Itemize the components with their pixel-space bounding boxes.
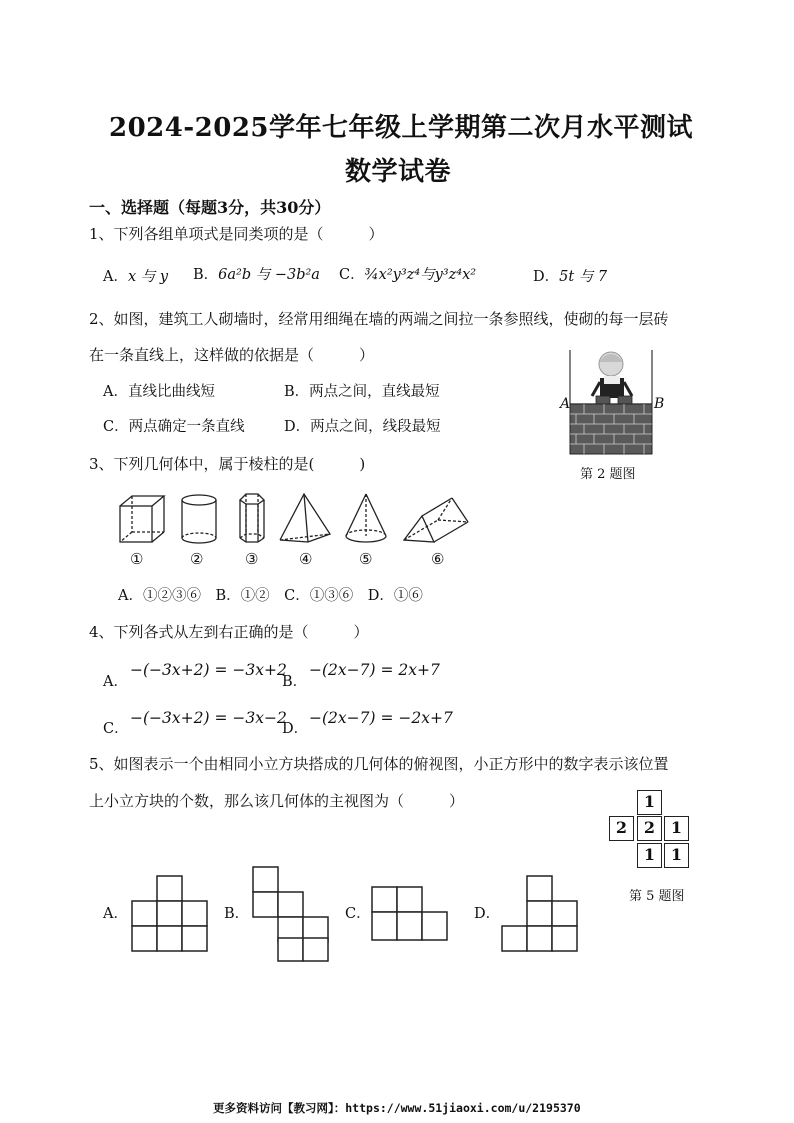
q4-option-b: −(2x−7) = 2x+7 [309,661,440,679]
grid-cell: 2 [637,816,662,841]
q5-option-b-view [253,866,333,966]
q3-options: A．①②③⑥ B．①② C．①③⑥ D．①⑥ [118,588,423,604]
q2-option-a: A．直线比曲线短 [103,384,215,400]
q1-option-c: C．¾x²y³z⁴与y³z⁴x² [339,267,477,283]
q4-option-a: −(−3x+2) = −3x+2 [130,661,287,679]
pyramid-shape [280,494,330,542]
q4-option-d-label: D． [282,721,309,737]
grid-cell: 1 [664,816,689,841]
q1-option-d: D．5t 与 7 [533,269,608,285]
question-1-stem: 1、下列各组单项式是同类项的是（ ） [89,225,384,243]
q4-option-d: −(2x−7) = −2x+7 [309,709,453,727]
q1-option-b: B．6a²b 与 −3b²a [193,267,320,283]
triangular-prism-shape [404,498,468,542]
footer-link[interactable]: 更多资料访问【教习网】：https://www.51jiaoxi.com/u/2195370 [213,1101,581,1115]
grid-cell: 1 [637,790,662,815]
q1-option-a: A．x 与 y [103,269,169,285]
shape-label-1: ① [130,550,144,568]
q4-option-b-label: B． [282,674,308,690]
question-4-stem: 4、下列各式从左到右正确的是（ ） [89,623,369,641]
q4-option-a-label: A． [103,674,128,690]
grid-cell: 1 [637,843,662,868]
cylinder-shape [182,495,216,543]
point-b-label: B [654,396,665,412]
shape-label-4: ④ [299,550,313,568]
q5-option-c-view [372,886,452,946]
section-heading: 一、选择题（每题3分，共30分） [89,198,331,217]
page-title: 2024-2025学年七年级上学期第二次月水平测试 [109,113,694,143]
q5-option-a-label: A． [103,906,128,922]
page-subtitle: 数学试卷 [345,157,452,187]
cone-shape [346,494,386,542]
shape-label-5: ⑤ [359,550,373,568]
grid-cell: 2 [609,816,634,841]
shape-label-2: ② [190,550,204,568]
q2-figure-caption: 第 2 题图 [580,467,636,482]
q5-option-d-view [502,875,582,955]
q5-figure-caption: 第 5 题图 [629,889,685,904]
question-2-stem-line1: 2、如图，建筑工人砌墙时，经常用细绳在墙的两端之间拉一条参照线，使砌的每一层砖 [89,310,669,328]
q2-option-b: B．两点之间，直线最短 [284,384,440,400]
q5-option-b-label: B． [224,906,250,922]
shape-label-3: ③ [245,550,259,568]
q4-option-c-label: C． [103,721,129,737]
q5-option-a-view [132,875,212,955]
q5-option-c-label: C． [345,906,371,922]
question-5-stem-line2: 上小立方块的个数，那么该几何体的主视图为（ ） [89,792,465,810]
q4-option-c: −(−3x+2) = −3x−2 [130,709,287,727]
q2-option-d: D．两点之间，线段最短 [284,419,441,435]
point-a-label: A [560,396,571,412]
cube-shape [120,496,164,542]
question-3-stem: 3、下列几何体中，属于棱柱的是( ) [89,455,366,473]
shape-label-6: ⑥ [431,550,445,568]
question-5-stem-line1: 5、如图表示一个由相同小立方块搭成的几何体的俯视图，小正方形中的数字表示该位置 [89,755,669,773]
grid-cell: 1 [664,843,689,868]
q2-option-c: C．两点确定一条直线 [103,419,245,435]
solids-figure [112,490,472,550]
question-2-stem-line2: 在一条直线上，这样做的依据是（ ） [89,346,375,364]
q5-option-d-label: D． [474,906,501,922]
hex-prism-shape [240,494,264,542]
